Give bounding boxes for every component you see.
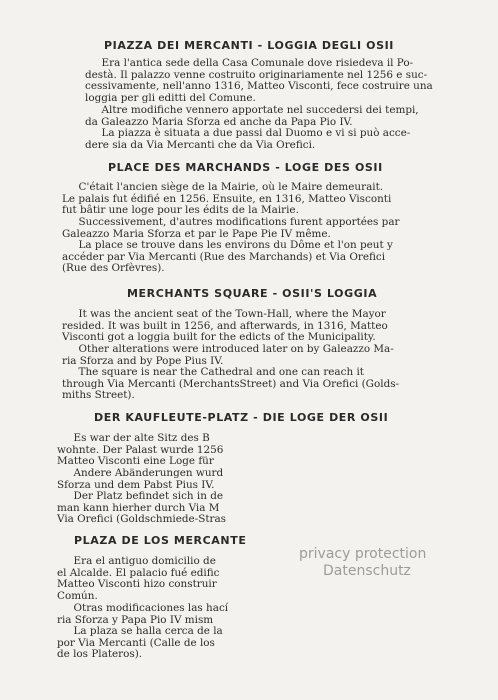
- paragraph-german-1: Es war der alte Sitz des B wohnte. Der Palast wurde 1256 Matteo Visconti eine Loge für: [57, 432, 224, 468]
- watermark-line-2: Datenschutz: [323, 563, 411, 579]
- section-title-italian: PIAZZA DEI MERCANTI - LOGGIA DEGLI OSII: [104, 39, 394, 52]
- paragraph-spanish-2: Otras modificaciones las hací ria Sforza y Papa Pio IV mism: [57, 602, 229, 626]
- paragraph-french-1: C'était l'ancien siège de la Mairie, où le Maire demeurait. Le palais fut édifié en 1256. Ensuite, en 1316, Matteo Visconti fut bâtir une loge pour les édits de la Mairie.: [62, 181, 392, 217]
- section-title-french: PLACE DES MARCHANDS - LOGE DES OSII: [108, 161, 383, 174]
- paragraph-french-3: La place se trouve dans les environs du Dôme et l'on peut y accéder par Via Mercanti (Rue des Marchands) et Via Orefici (Rue des Orfèvres).: [62, 239, 393, 275]
- paragraph-italian-3: La piazza è situata a due passi dal Duomo e vi si può acce- dere sia da Via Mercanti che da Via Orefici.: [85, 127, 411, 151]
- paragraph-german-2: Andere Abänderungen wurd Sforza und dem Pabst Pius IV.: [57, 467, 224, 491]
- paragraph-italian-2: Altre modifiche vennero apportate nel succedersi dei tempi, da Galeazzo Maria Sforza ed anche da Papa Pio IV.: [85, 104, 419, 128]
- section-title-german: DER KAUFLEUTE-PLATZ - DIE LOGE DER OSII: [94, 411, 389, 424]
- section-title-english: MERCHANTS SQUARE - OSII'S LOGGIA: [127, 287, 378, 300]
- paragraph-english-2: Other alterations were introduced later on by Galeazzo Ma- ria Sforza and by Pope Pius IV.: [62, 343, 394, 367]
- section-title-spanish: PLAZA DE LOS MERCANTE: [74, 534, 247, 547]
- paragraph-german-3: Der Platz befindet sich in de man kann hierher durch Via M Via Orefici (Goldschmiede-Stras: [57, 490, 227, 526]
- paragraph-french-2: Successivement, d'autres modifications furent apportées par Galeazzo Maria Sforza et par le Pape Pie IV même.: [62, 216, 400, 240]
- paragraph-english-3: The square is near the Cathedral and one can reach it through Via Mercanti (MerchantsStreet) and Via Orefici (Golds- miths Street).: [62, 366, 400, 402]
- paragraph-english-1: It was the ancient seat of the Town-Hall, where the Mayor resided. It was built in 1256, and afterwards, in 1316, Matteo Visconti got a loggia built for the edicts of the Municipality.: [62, 308, 388, 344]
- paragraph-spanish-1: Era el antiguo domicilio de el Alcalde. El palacio fué edific Matteo Visconti hizo construir Común.: [57, 555, 220, 602]
- paragraph-spanish-3: La plaza se halla cerca de la por Via Mercanti (Calle de los de los Plateros).: [57, 625, 223, 661]
- paragraph-italian-1: Era l'antica sede della Casa Comunale dove risiedeva il Po- destà. Il palazzo venne costruito originariamente nel 1256 e suc- cessivamente, nell'anno 1316, Matteo Visconti, fece costruire una loggia per gli editti del Comune.: [85, 57, 433, 104]
- watermark-line-1: privacy protection: [299, 546, 427, 562]
